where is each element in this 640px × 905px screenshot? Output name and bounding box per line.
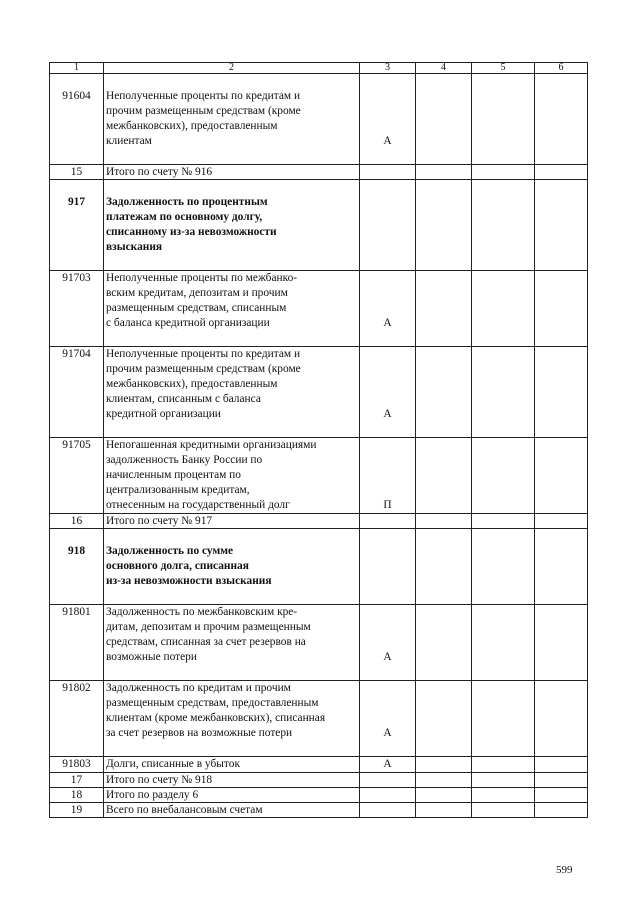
empty-cell	[416, 347, 472, 438]
text-line: из-за невозможности взыскания	[106, 575, 272, 587]
empty-cell	[416, 605, 472, 681]
text-line: прочим размещенным средствам (кроме	[106, 105, 301, 117]
account-code: 91801	[50, 605, 104, 681]
ledger-table	[49, 62, 588, 818]
column-header: 2	[104, 63, 360, 74]
empty-cell	[360, 165, 416, 180]
empty-cell	[535, 788, 588, 803]
empty-cell	[472, 681, 535, 757]
text-line: с баланса кредитной организации	[106, 317, 270, 329]
text-line: Долги, списанные в убыток	[106, 758, 240, 770]
column-header: 1	[50, 63, 104, 74]
empty-cell	[360, 773, 416, 788]
empty-cell	[535, 605, 588, 681]
empty-cell	[535, 803, 588, 818]
empty-cell	[535, 180, 588, 271]
empty-cell	[416, 514, 472, 529]
empty-cell	[535, 514, 588, 529]
empty-cell	[360, 803, 416, 818]
account-code: 91803	[50, 757, 104, 773]
account-code: 91705	[50, 438, 104, 514]
text-line: за счет резервов на возможные потери	[106, 727, 293, 739]
text-line: Непогашенная кредитными организациями	[106, 439, 317, 451]
total-row	[50, 803, 588, 818]
account-code: 91703	[50, 271, 104, 347]
group-row	[50, 180, 588, 271]
empty-cell	[535, 757, 588, 773]
column-header: 5	[472, 63, 535, 74]
empty-cell	[472, 180, 535, 271]
empty-cell	[416, 803, 472, 818]
text-line: размещенным средствам, предоставленным	[106, 697, 319, 709]
text-line: платежам по основному долгу,	[106, 211, 263, 223]
empty-cell	[472, 803, 535, 818]
row-number: 15	[50, 165, 104, 180]
total-row	[50, 514, 588, 529]
text-line: межбанковских), предоставленным	[106, 120, 278, 132]
text-line: Задолженность по процентным	[106, 196, 268, 208]
empty-cell	[416, 74, 472, 165]
empty-cell	[416, 681, 472, 757]
empty-cell	[416, 165, 472, 180]
text-line: клиентам, списанным с баланса	[106, 393, 261, 405]
text-line: списанному из-за невозможности	[106, 226, 277, 238]
column-header-row	[50, 63, 588, 74]
account-type-mark	[360, 180, 416, 271]
text-line: Неполученные проценты по кредитам и	[106, 90, 301, 102]
empty-cell	[535, 271, 588, 347]
empty-cell	[535, 165, 588, 180]
account-type-mark	[360, 529, 416, 605]
text-line: прочим размещенным средствам (кроме	[106, 363, 301, 375]
empty-cell	[360, 514, 416, 529]
total-row	[50, 788, 588, 803]
account-code: 91704	[50, 347, 104, 438]
text-line: взыскания	[106, 241, 163, 253]
text-line: задолженность Банку России по	[106, 454, 263, 466]
text-line: межбанковских), предоставленным	[106, 378, 278, 390]
empty-cell	[472, 773, 535, 788]
text-line: дитам, депозитам и прочим размещенным	[106, 621, 311, 633]
empty-cell	[416, 773, 472, 788]
column-header: 3	[360, 63, 416, 74]
empty-cell	[472, 271, 535, 347]
account-type-mark: А	[360, 681, 416, 757]
total-row	[50, 773, 588, 788]
account-row	[50, 757, 588, 773]
text-line: вским кредитам, депозитам и прочим	[106, 287, 288, 299]
empty-cell	[472, 438, 535, 514]
group-title	[104, 180, 360, 271]
group-row	[50, 529, 588, 605]
account-type-mark: А	[360, 605, 416, 681]
account-type-mark: А	[360, 271, 416, 347]
account-name	[104, 681, 360, 757]
account-name	[104, 347, 360, 438]
text-line: Задолженность по сумме	[106, 545, 234, 557]
empty-cell	[472, 347, 535, 438]
empty-cell	[535, 529, 588, 605]
group-title	[104, 529, 360, 605]
empty-cell	[535, 773, 588, 788]
text-line: отнесенным на государственный долг	[106, 499, 290, 511]
text-line: кредитной организации	[106, 408, 221, 420]
text-line: централизованным кредитам,	[106, 484, 250, 496]
text-line: клиентам (кроме межбанковских), списанная	[106, 712, 326, 724]
empty-cell	[472, 757, 535, 773]
account-name	[104, 757, 360, 773]
account-code: 91802	[50, 681, 104, 757]
text-line: Задолженность по межбанковским кре-	[106, 606, 298, 618]
row-number: 17	[50, 773, 104, 788]
account-row	[50, 271, 588, 347]
text-line: размещенным средствам, списанным	[106, 302, 287, 314]
group-code: 918	[50, 529, 104, 605]
page-number: 599	[556, 864, 573, 876]
total-label: Итого по разделу 6	[104, 788, 360, 803]
empty-cell	[360, 788, 416, 803]
account-row	[50, 438, 588, 514]
text-line: возможные потери	[106, 651, 197, 663]
ledger-body	[50, 63, 588, 818]
row-number: 19	[50, 803, 104, 818]
column-header: 6	[535, 63, 588, 74]
group-code: 917	[50, 180, 104, 271]
empty-cell	[472, 788, 535, 803]
empty-cell	[416, 271, 472, 347]
text-line: Неполученные проценты по кредитам и	[106, 348, 301, 360]
text-line: средствам, списанная за счет резервов на	[106, 636, 306, 648]
account-type-mark: А	[360, 347, 416, 438]
empty-cell	[472, 529, 535, 605]
empty-cell	[472, 605, 535, 681]
empty-cell	[416, 788, 472, 803]
empty-cell	[416, 529, 472, 605]
empty-cell	[535, 681, 588, 757]
row-number: 18	[50, 788, 104, 803]
column-header: 4	[416, 63, 472, 74]
total-label: Всего по внебалансовым счетам	[104, 803, 360, 818]
account-row	[50, 347, 588, 438]
text-line: основного долга, списанная	[106, 560, 249, 572]
account-row	[50, 605, 588, 681]
account-name	[104, 605, 360, 681]
account-row	[50, 681, 588, 757]
account-type-mark: П	[360, 438, 416, 514]
empty-cell	[472, 165, 535, 180]
empty-cell	[416, 438, 472, 514]
text-line: начисленным процентам по	[106, 469, 241, 481]
total-row	[50, 165, 588, 180]
empty-cell	[416, 757, 472, 773]
empty-cell	[472, 74, 535, 165]
account-type-mark: А	[360, 74, 416, 165]
total-label: Итого по счету № 918	[104, 773, 360, 788]
text-line: клиентам	[106, 135, 152, 147]
empty-cell	[472, 514, 535, 529]
account-name	[104, 438, 360, 514]
empty-cell	[535, 438, 588, 514]
account-name	[104, 271, 360, 347]
account-type-mark: А	[360, 757, 416, 773]
empty-cell	[416, 180, 472, 271]
text-line: Неполученные проценты по межбанко-	[106, 272, 298, 284]
account-name	[104, 74, 360, 165]
account-code: 91604	[50, 74, 104, 165]
empty-cell	[535, 347, 588, 438]
empty-cell	[535, 74, 588, 165]
account-row	[50, 74, 588, 165]
row-number: 16	[50, 514, 104, 529]
total-label: Итого по счету № 916	[104, 165, 360, 180]
total-label: Итого по счету № 917	[104, 514, 360, 529]
text-line: Задолженность по кредитам и прочим	[106, 682, 291, 694]
